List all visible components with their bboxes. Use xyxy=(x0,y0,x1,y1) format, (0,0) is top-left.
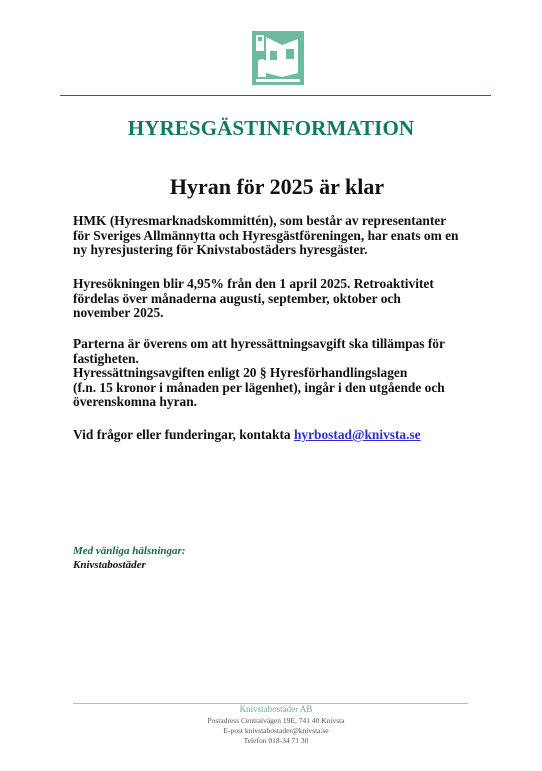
text-line: Hyresökningen blir 4,95% från den 1 april 2025. Retroaktivitet xyxy=(73,276,434,291)
contact-text: Vid frågor eller funderingar, kontakta xyxy=(73,427,294,442)
text-line: fördelas över månaderna augusti, september, oktober och xyxy=(73,290,401,306)
contact-email-link[interactable]: hyrbostad@knivsta.se xyxy=(293,427,421,442)
text-line: HMK (Hyresmarknadskommittén), som består av representanter xyxy=(73,213,447,228)
footer-company-name: Knivstabostäder AB xyxy=(239,704,313,714)
signature: Knivstabostäder xyxy=(73,559,146,571)
notice-heading: Hyran för 2025 är klar xyxy=(169,174,385,199)
knivstabostader-logo-icon xyxy=(252,31,304,85)
footer-phone: Telefon 018-34 71 30 xyxy=(243,736,309,745)
footer-postal-address: Postadress Centralvägen 19E, 741 40 Knivsta xyxy=(207,716,345,725)
text-line: Hyressättningsavgiften enligt 20 § Hyresförhandlingslagen xyxy=(73,365,408,380)
document-title: HYRESGÄSTINFORMATION xyxy=(127,116,415,140)
header-divider xyxy=(60,95,491,96)
text-line: november 2025. xyxy=(73,305,164,320)
footer-email: E-post knivstabostader@knivsta.se xyxy=(223,726,329,735)
text-line: Parterna är överens om att hyressättningsavgift ska tillämpas för xyxy=(73,336,445,351)
text-line: ny hyresjustering för Knivstabostäders hyresgäster. xyxy=(73,242,368,257)
paragraph-rent-increase xyxy=(73,277,493,321)
paragraph-contact xyxy=(73,428,493,443)
paragraph-setting-fee xyxy=(73,337,493,410)
text-line: överenskomna hyran. xyxy=(73,394,198,409)
closing-greeting: Med vänliga hälsningar: xyxy=(73,545,186,557)
text-line: fastigheten. xyxy=(73,350,139,366)
text-line: för Sveriges Allmännytta och Hyresgästföreningen, har enats om en xyxy=(73,227,459,243)
text-line: (f.n. 15 kronor i månaden per lägenhet), ingår i den utgående och xyxy=(73,379,445,395)
paragraph-rent-agreement xyxy=(73,214,493,258)
